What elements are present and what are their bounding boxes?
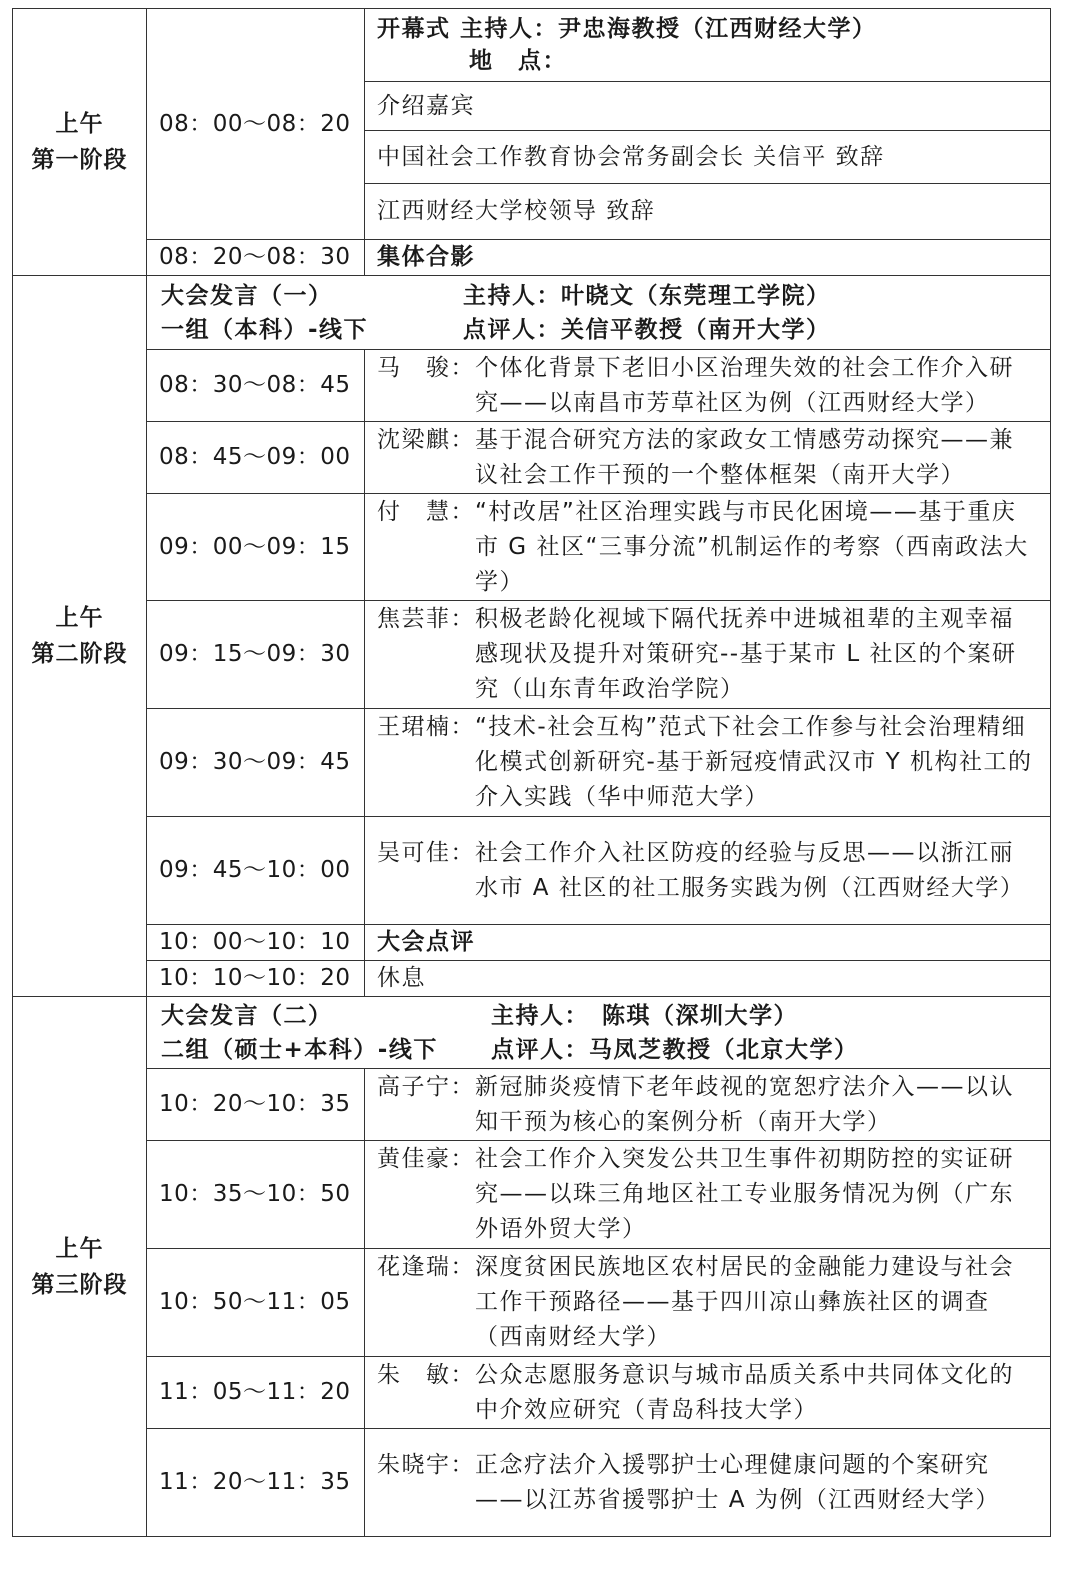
talk-time: 11：20～11：35 <box>147 1429 365 1537</box>
talk-speaker: 朱 敏： <box>377 1361 475 1388</box>
talk-title: “村改居”社区治理实践与市民化困境——基于重庆市 G 社区“三事分流”机制运作的考察（西南政法大学） <box>475 498 1029 595</box>
talk-title: 社会工作介入社区防疫的经验与反思——以浙江丽水市 A 社区的社工服务实践为例（江西财经大学） <box>475 839 1025 901</box>
talk-speaker: 花逢瑞： <box>377 1254 475 1280</box>
talk-time: 08：30～08：45 <box>147 350 365 422</box>
session-title: 大会发言（一） <box>161 282 333 309</box>
talk-cell <box>365 709 1051 817</box>
talk-row <box>13 1249 1051 1357</box>
agenda-university-leader-speech: 江西财经大学校领导 致辞 <box>365 184 1051 240</box>
talk-time: 10：50～11：05 <box>147 1249 365 1357</box>
talk-time: 10：20～10：35 <box>147 1069 365 1141</box>
opening-cell <box>365 9 1051 82</box>
talk-cell <box>365 1069 1051 1141</box>
session-host: 主持人： 陈琪（深圳大学） <box>491 1002 798 1029</box>
stage2-label <box>13 276 147 997</box>
stage1-label-line1: 上午 <box>55 111 104 137</box>
schedule-table <box>12 8 1051 1537</box>
stage1-label <box>13 9 147 276</box>
stage2-header <box>147 276 1051 350</box>
talk-cell <box>365 1429 1051 1537</box>
talk-cell <box>365 1357 1051 1429</box>
agenda-intro-guests: 介绍嘉宾 <box>365 82 1051 131</box>
stage2-header-row <box>13 276 1051 350</box>
talk-row <box>13 1069 1051 1141</box>
talk-title: 公众志愿服务意识与城市品质关系中共同体文化的中介效应研究（青岛科技大学） <box>475 1361 1014 1423</box>
talk-cell <box>365 1249 1051 1357</box>
talk-speaker: 付 慧： <box>377 498 475 525</box>
talk-cell <box>365 494 1051 601</box>
talk-row <box>13 601 1051 709</box>
talk-time: 09：15～09：30 <box>147 601 365 709</box>
opening-place: 地 点： <box>469 48 567 74</box>
opening-title: 开幕式 主持人：尹忠海教授（江西财经大学） <box>377 16 877 42</box>
talk-speaker: 朱晓宇： <box>377 1451 475 1478</box>
talk-row <box>13 1141 1051 1249</box>
talk-title: 深度贫困民族地区农村居民的金融能力建设与社会工作干预路径——基于四川凉山彝族社区的调查（西南财经大学） <box>475 1254 1014 1350</box>
talk-speaker: 沈梁麒： <box>377 426 475 453</box>
talk-row <box>13 1429 1051 1537</box>
talk-time: 10：35～10：50 <box>147 1141 365 1249</box>
talk-cell <box>365 601 1051 709</box>
agenda-break: 休息 <box>365 961 1051 997</box>
stage3-label-line1: 上午 <box>55 1235 104 1262</box>
talk-time: 09：30～09：45 <box>147 709 365 817</box>
talk-row <box>13 817 1051 925</box>
stage3-header <box>147 997 1051 1069</box>
stage1-time-b: 08：20～08：30 <box>147 240 365 276</box>
stage3-label-line2: 第三阶段 <box>31 1271 128 1298</box>
opening-row <box>13 9 1051 82</box>
stage1-label-line2: 第一阶段 <box>31 147 128 173</box>
talk-speaker: 黄佳豪： <box>377 1146 475 1172</box>
talk-title: 个体化背景下老旧小区治理失效的社会工作介入研究——以南昌市芳草社区为例（江西财经大学） <box>475 354 1014 416</box>
talk-title: 新冠肺炎疫情下老年歧视的宽恕疗法介入——以认知干预为核心的案例分析（南开大学） <box>475 1073 1014 1135</box>
session-title: 大会发言（二） <box>161 1002 333 1029</box>
session-group: 一组（本科）-线下 <box>161 316 369 343</box>
session-reviewer: 点评人：关信平教授（南开大学） <box>463 316 831 343</box>
talk-row <box>13 350 1051 422</box>
talk-row <box>13 1357 1051 1429</box>
stage3-header-row <box>13 997 1051 1069</box>
talk-title: 积极老龄化视域下隔代抚养中进城祖辈的主观幸福感现状及提升对策研究--基于某市 L 社区的个案研究（山东青年政治学院） <box>475 606 1017 702</box>
review-time: 10：00～10：10 <box>147 925 365 961</box>
talk-speaker: 王珺楠： <box>377 714 475 740</box>
break-time: 10：10～10：20 <box>147 961 365 997</box>
stage1-time-a: 08：00～08：20 <box>147 9 365 240</box>
talk-time: 11：05～11：20 <box>147 1357 365 1429</box>
talk-title: 正念疗法介入援鄂护士心理健康问题的个案研究——以江苏省援鄂护士 A 为例（江西财经大学） <box>475 1451 1000 1513</box>
talk-time: 08：45～09：00 <box>147 422 365 494</box>
talk-cell <box>365 422 1051 494</box>
stage2-label-line1: 上午 <box>55 605 104 631</box>
stage3-label <box>13 997 147 1537</box>
agenda-review: 大会点评 <box>365 925 1051 961</box>
talk-cell <box>365 817 1051 925</box>
talk-row <box>13 494 1051 601</box>
talk-title: 基于混合研究方法的家政女工情感劳动探究——兼议社会工作干预的一个整体框架（南开大学） <box>475 426 1014 488</box>
talk-title: 社会工作介入突发公共卫生事件初期防控的实证研究——以珠三角地区社工专业服务情况为例（广东外语外贸大学） <box>475 1146 1014 1242</box>
talk-time: 09：45～10：00 <box>147 817 365 925</box>
session-reviewer: 点评人：马凤芝教授（北京大学） <box>491 1036 859 1063</box>
talk-row <box>13 422 1051 494</box>
stage2-label-line2: 第二阶段 <box>31 641 128 667</box>
talk-speaker: 马 骏： <box>377 354 475 381</box>
agenda-vice-president-speech: 中国社会工作教育协会常务副会长 关信平 致辞 <box>365 131 1051 184</box>
talk-speaker: 吴可佳： <box>377 839 475 866</box>
session-host: 主持人：叶晓文（东莞理工学院） <box>463 282 831 309</box>
session-group: 二组（硕士+本科）-线下 <box>161 1036 438 1063</box>
talk-time: 09：00～09：15 <box>147 494 365 601</box>
talk-speaker: 高子宁： <box>377 1073 475 1100</box>
talk-speaker: 焦芸菲： <box>377 606 475 632</box>
agenda-group-photo: 集体合影 <box>365 240 1051 276</box>
talk-row <box>13 709 1051 817</box>
talk-title: “技术-社会互构”范式下社会工作参与社会治理精细化模式创新研究-基于新冠疫情武汉市 Y 机构社工的介入实践（华中师范大学） <box>475 714 1033 810</box>
talk-cell <box>365 1141 1051 1249</box>
talk-cell <box>365 350 1051 422</box>
